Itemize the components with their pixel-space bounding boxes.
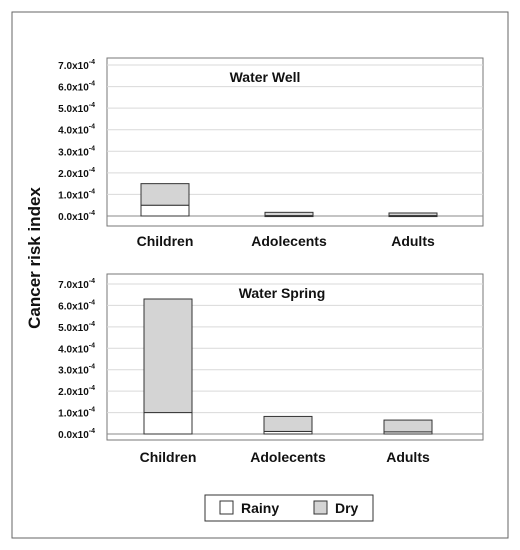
water-well-ytick-label: $0.0x10^{-4}$ bbox=[58, 210, 95, 223]
water-well-panel bbox=[58, 58, 483, 249]
water-well-bar-adolecents-dry bbox=[265, 212, 313, 215]
water-spring-ytick-label: $6.0x10^{-4}$ bbox=[58, 299, 95, 313]
water-well-ytick-label: $1.0x10^{-4}$ bbox=[58, 188, 95, 202]
water-spring-title: Water Spring bbox=[238, 285, 326, 301]
legend-label-rainy: Rainy bbox=[241, 500, 280, 516]
water-spring-ytick-label: $7.0x10^{-4}$ bbox=[58, 278, 95, 291]
legend-swatch-dry bbox=[314, 501, 327, 514]
legend bbox=[205, 495, 373, 521]
water-well-bar-adults-dry bbox=[389, 213, 437, 216]
water-spring-bar-children-dry bbox=[144, 299, 192, 413]
water-spring-category-label: Adolecents bbox=[250, 449, 326, 465]
water-well-ytick-label: $3.0x10^{-4}$ bbox=[58, 145, 95, 159]
water-spring-bar-children-rainy bbox=[144, 413, 192, 434]
water-well-title: Water Well bbox=[229, 69, 301, 85]
water-spring-ytick-label: $2.0x10^{-4}$ bbox=[58, 385, 95, 399]
legend-swatch-rainy bbox=[220, 501, 233, 514]
water-well-category-label: Adolecents bbox=[251, 233, 327, 249]
water-spring-bar-adults-dry bbox=[384, 420, 432, 432]
water-well-ytick-label: $2.0x10^{-4}$ bbox=[58, 166, 95, 180]
water-spring-category-label: Children bbox=[139, 449, 197, 465]
water-spring-ytick-label: $1.0x10^{-4}$ bbox=[58, 406, 95, 420]
water-spring-ytick-label: $0.0x10^{-4}$ bbox=[58, 428, 95, 441]
water-well-ytick-label: $5.0x10^{-4}$ bbox=[58, 102, 95, 116]
water-spring-panel bbox=[58, 274, 483, 465]
water-spring-ytick-label: $3.0x10^{-4}$ bbox=[58, 363, 95, 377]
water-well-ytick-label: $7.0x10^{-4}$ bbox=[58, 59, 95, 72]
water-spring-ytick-label: $5.0x10^{-4}$ bbox=[58, 320, 95, 334]
legend-label-dry: Dry bbox=[335, 500, 359, 516]
water-well-category-label: Children bbox=[136, 233, 194, 249]
water-well-bar-children-dry bbox=[141, 184, 189, 206]
water-well-ytick-label: $6.0x10^{-4}$ bbox=[58, 80, 95, 94]
water-spring-bar-adolecents-dry bbox=[264, 416, 312, 431]
water-well-bar-children-rainy bbox=[141, 205, 189, 216]
water-spring-ytick-label: $4.0x10^{-4}$ bbox=[58, 342, 95, 356]
water-well-category-label: Adults bbox=[391, 233, 435, 249]
water-spring-category-label: Adults bbox=[386, 449, 430, 465]
water-well-ytick-label: $4.0x10^{-4}$ bbox=[58, 123, 95, 137]
y-axis-label: Cancer risk index bbox=[25, 187, 44, 329]
